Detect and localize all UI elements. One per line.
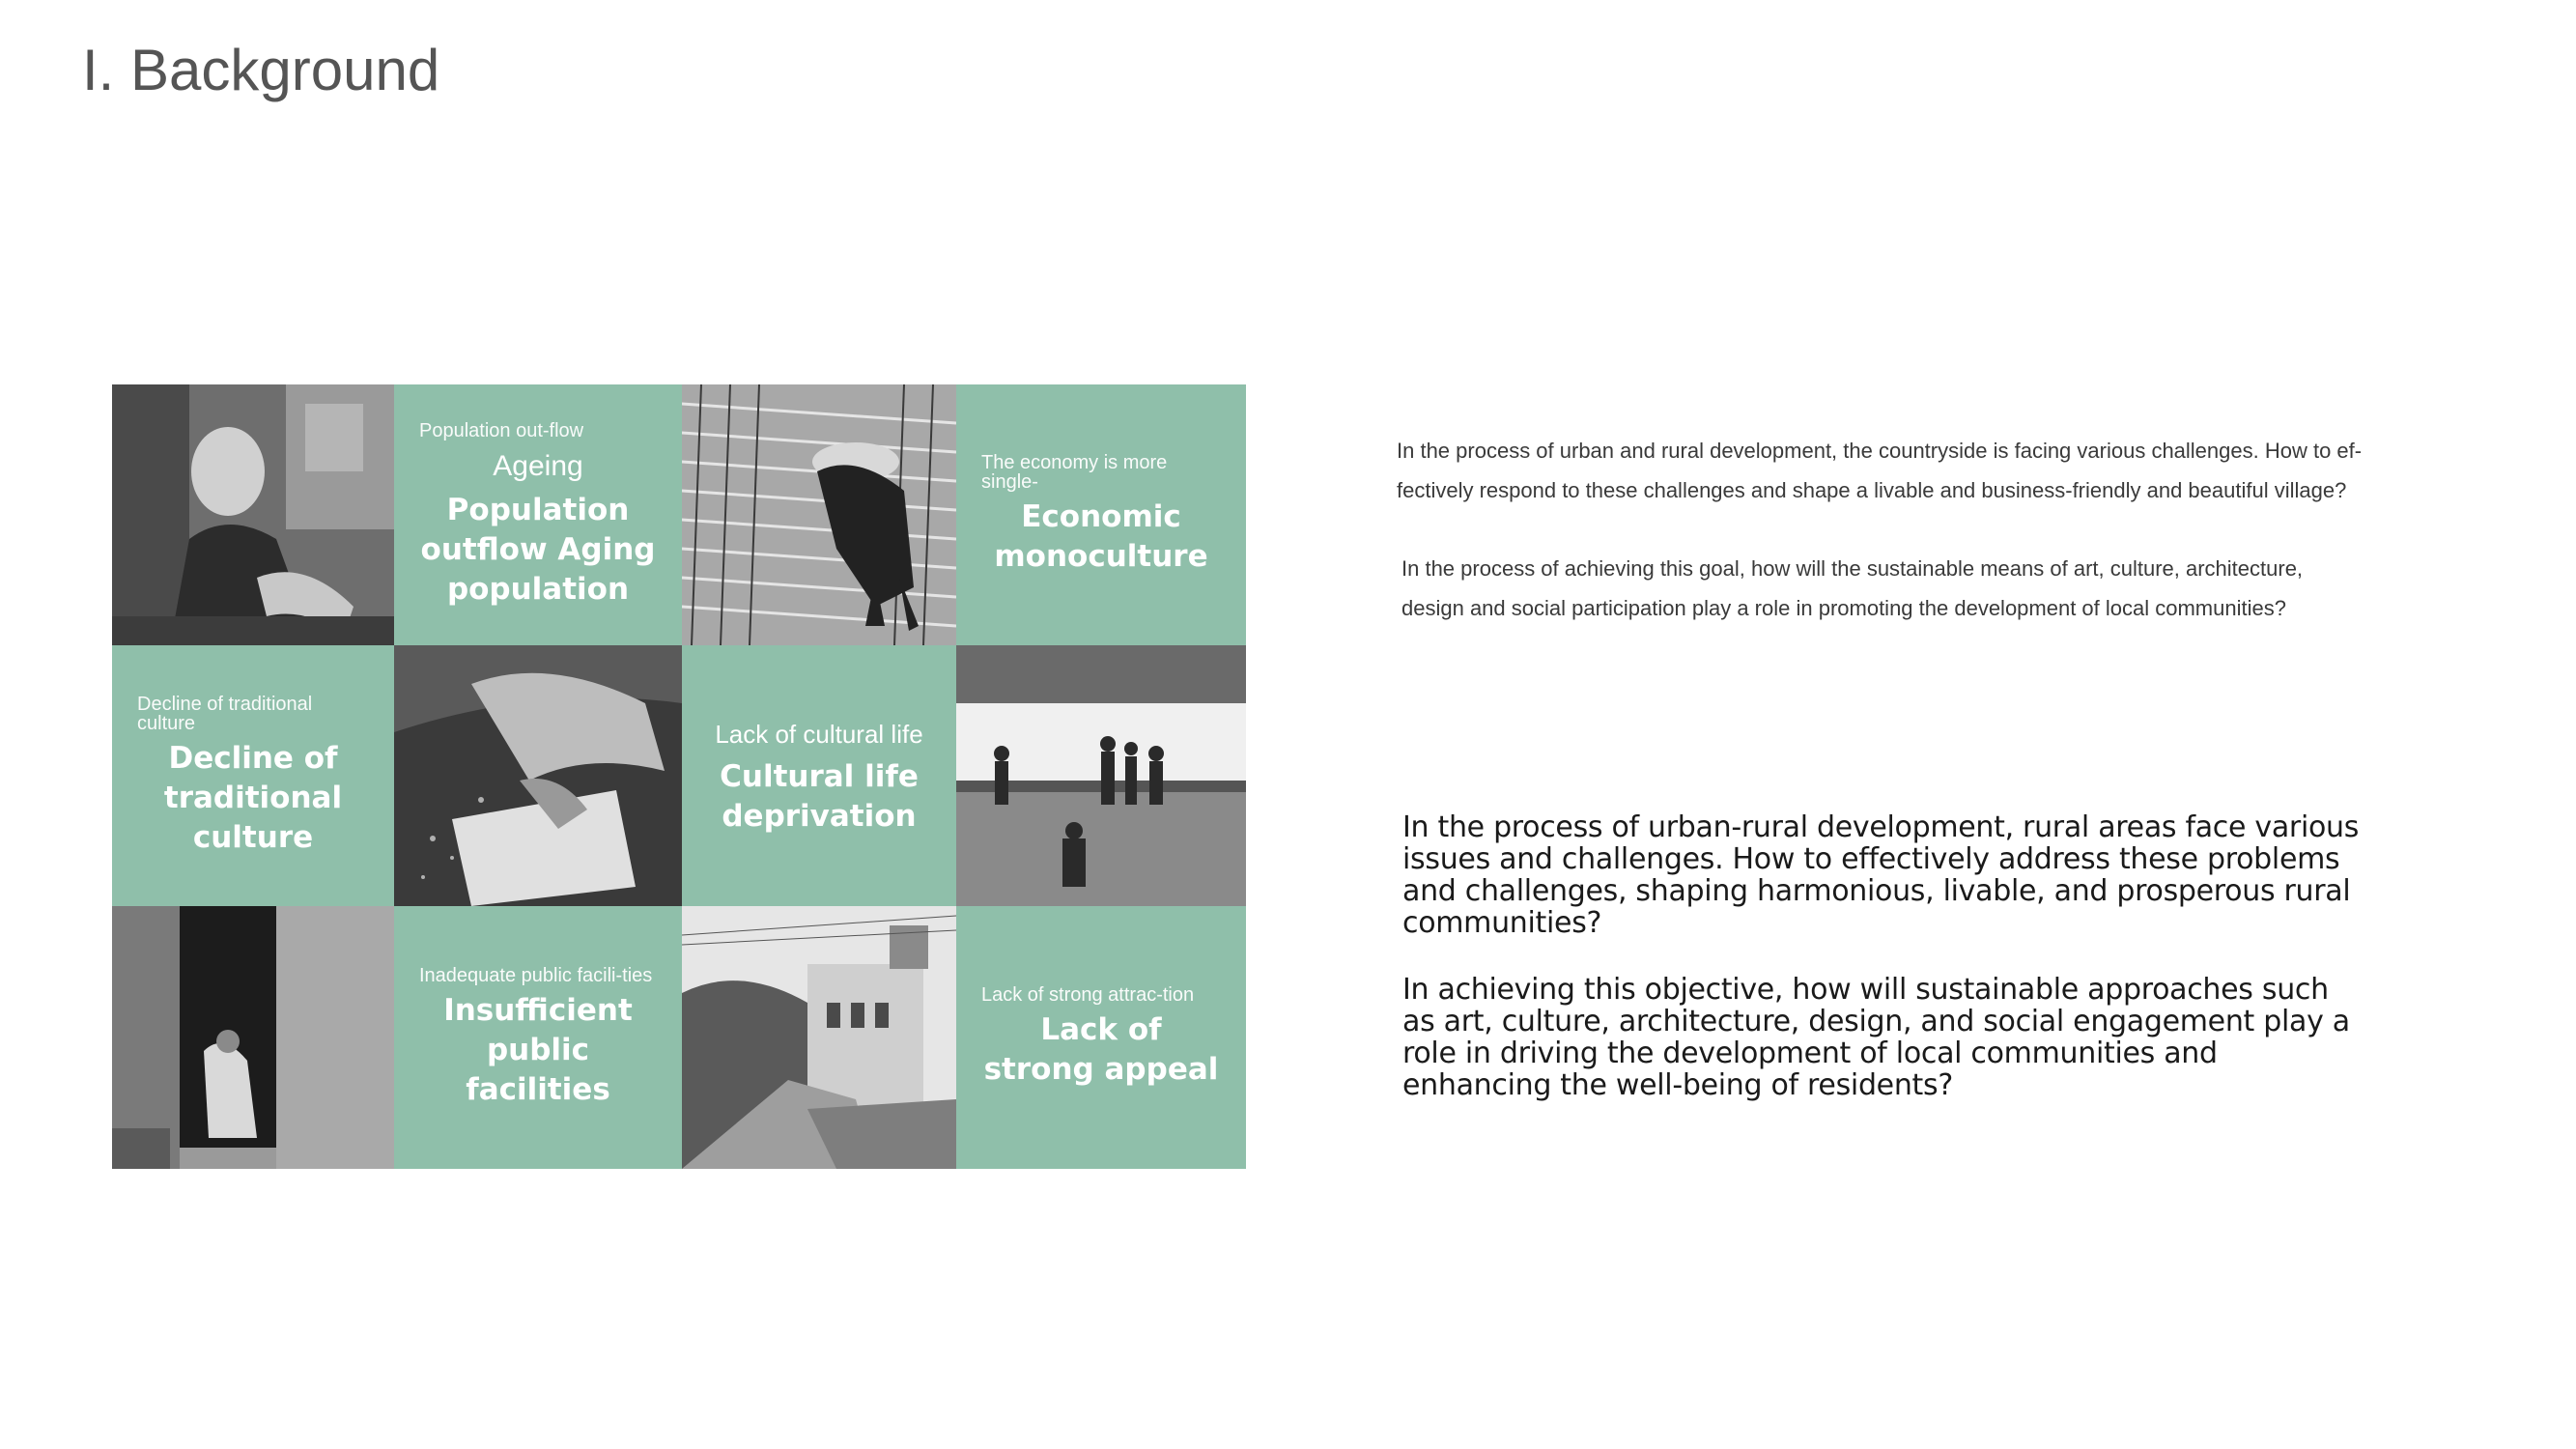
photo-rice-planting (682, 384, 956, 645)
tile-culture-heading: Cultural life deprivation (720, 758, 919, 834)
tile-economy-heading: Economic monoculture (994, 499, 1208, 574)
tile-facilities (394, 906, 682, 1169)
paragraph-objective: In achieving this objective, how will sustainable approaches such as art, culture, architecture, design, and social engagement play a role in driving the development of local communities and enhancing the well-being of residents? (1402, 973, 2350, 1102)
photo-elderly-man (112, 384, 394, 645)
paragraph-rural-issues: In the process of urban-rural development, rural areas face various issues and challenges. How to effectively address these problems and challenges, shaping harmonious, livable, and prosperous rural communities? (1402, 810, 2360, 940)
tile-tradition (112, 645, 394, 906)
tile-appeal-caption: Lack of strong attrac-tion (981, 984, 1195, 1006)
photo-village-square (956, 645, 1246, 906)
photo-village-street (682, 906, 956, 1169)
tile-tradition-heading: Decline of traditional culture (163, 740, 343, 855)
tile-culture-subtitle: Lack of cultural life (715, 719, 923, 749)
tile-population-heading: Population outflow Aging population (420, 492, 656, 607)
tile-population-caption: Population out-flow (419, 419, 584, 441)
problem-grid (112, 384, 1246, 1169)
tile-facilities-caption: Inadequate public facili-ties (419, 964, 653, 986)
tile-population-subtitle: Ageing (493, 449, 583, 482)
paragraph-sustainable-means: In the process of achieving this goal, how will the sustainable means of art, culture, architecture, design and social participation play a role in promoting the development of local communities? (1401, 556, 2304, 620)
tile-tradition-caption: Decline of traditional culture (137, 693, 313, 734)
tile-appeal-heading: Lack of strong appeal (983, 1012, 1219, 1087)
tile-economy-caption: The economy is more single- (981, 452, 1168, 493)
tile-appeal (956, 906, 1246, 1169)
slide-title: I. Background (82, 38, 440, 102)
tile-economy (956, 384, 1246, 645)
photo-doorway (112, 906, 394, 1169)
tile-culture (682, 645, 956, 906)
photo-craft-hands (394, 645, 682, 906)
tile-population (394, 384, 682, 645)
paragraph-challenges: In the process of urban and rural development, the countryside is facing various challenges. How to ef-fectively respond to these challenges and shape a livable and business-friendly and beautiful village? (1397, 439, 2363, 502)
tile-facilities-heading: Insufficient public facilities (443, 992, 633, 1107)
